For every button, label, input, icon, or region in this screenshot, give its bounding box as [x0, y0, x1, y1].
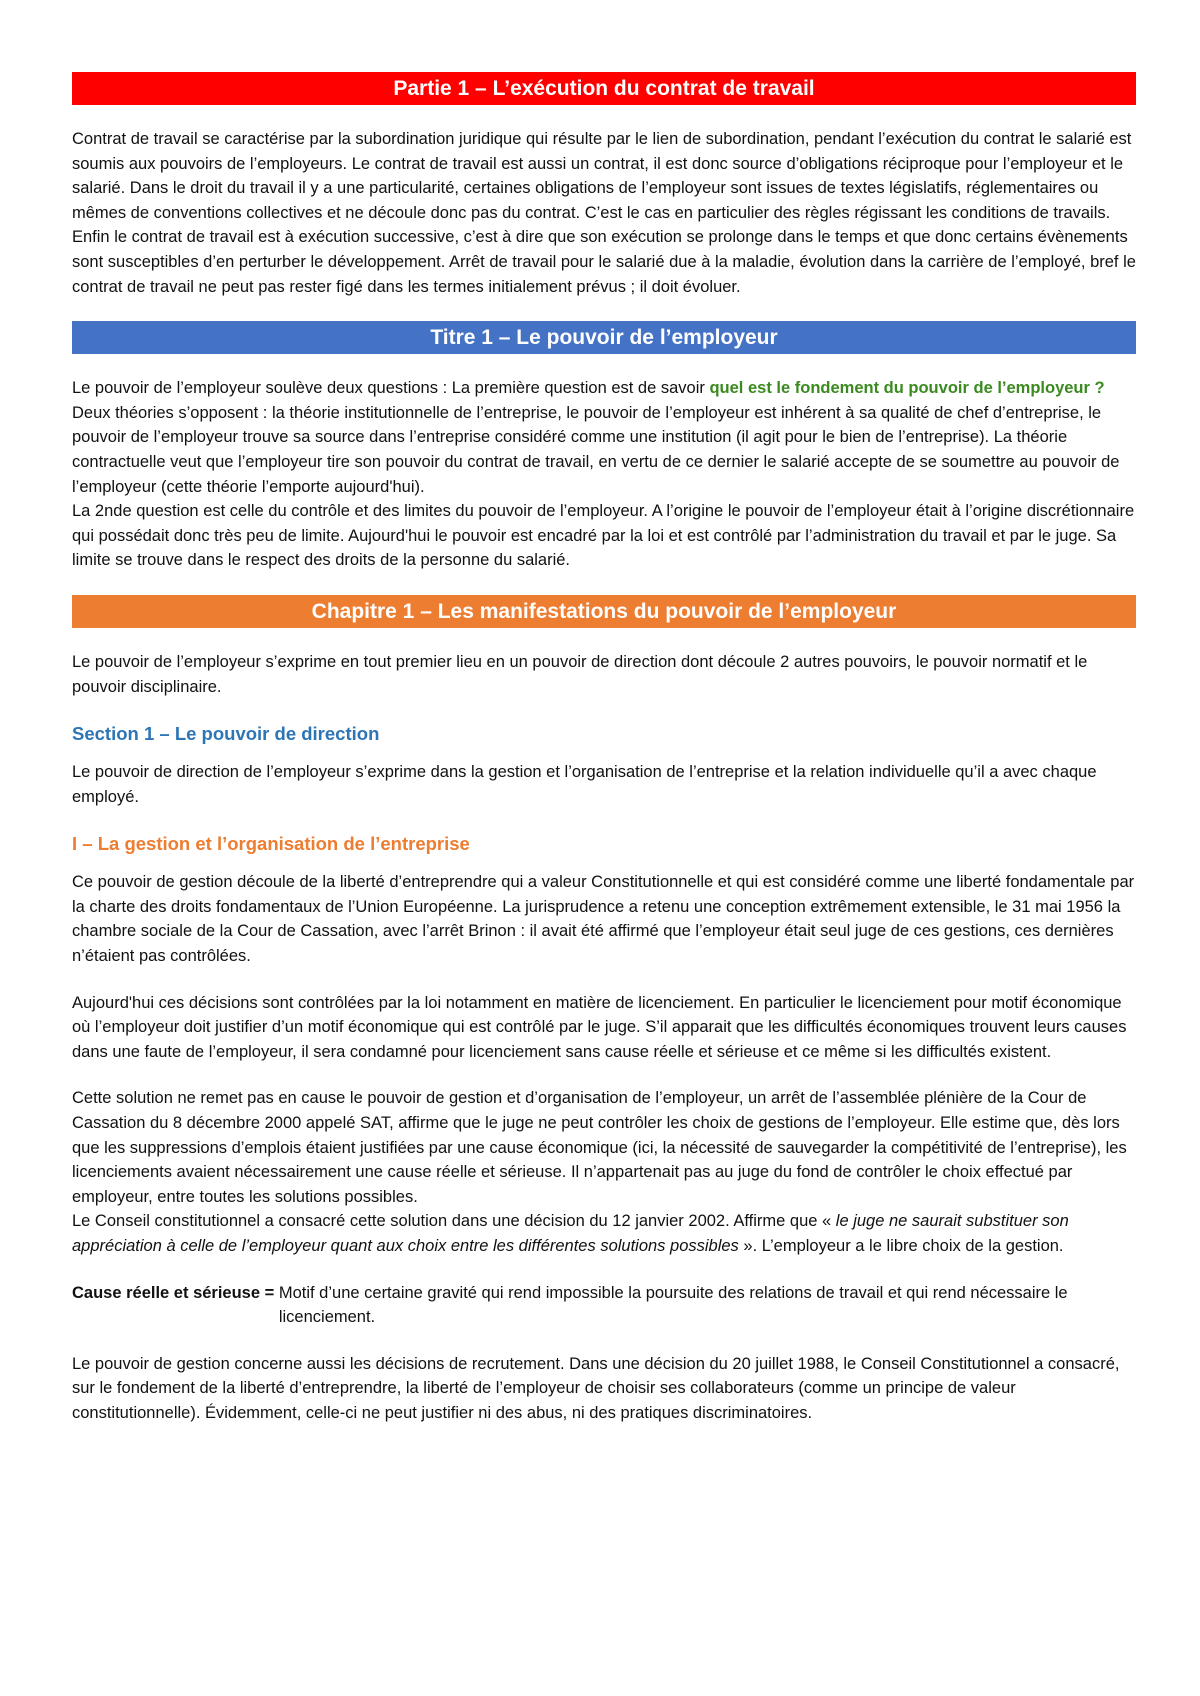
definition-block	[72, 1281, 1136, 1330]
subsection-paragraph-5: Le pouvoir de gestion concerne aussi les décisions de recrutement. Dans une décision du 20 juillet 1988, le Conseil Constitutionnel a consacré, sur le fondement de la liberté d’entreprendre, la liberté de l’employeur de choisir ses collaborateurs (comme un principe de valeur constitutionnelle). Évidemment, celle-ci ne peut justifier ni des abus, ni des pratiques discriminatoires.	[72, 1354, 1120, 1422]
highlighted-question: quel est le fondement du pouvoir de l’employeur ?	[709, 379, 1105, 398]
quote-text: le juge ne saurait substituer son appréciation à celle de l’employeur quant aux choix entre les différentes solutions possibles	[72, 1212, 1069, 1255]
titre-paragraph-1	[72, 376, 1136, 499]
subsection-paragraph-2: Aujourd'hui ces décisions sont contrôlées par la loi notamment en matière de licenciement. En particulier le licenciement pour motif économique où l’employeur doit justifier d’un motif économique qui est contrôlé par le juge. S’il apparait que les difficultés économiques trouvent leurs causes dans une faute de l’employeur, il sera condamné pour licenciement sans cause réelle et sérieuse et ce même si les difficultés existent.	[72, 993, 1127, 1061]
section-heading: Section 1 – Le pouvoir de direction	[72, 723, 380, 745]
text-span: ». L’employeur a le libre choix de la gestion.	[738, 1237, 1064, 1255]
text-span: Deux théories s’opposent : la théorie institutionnelle de l’entreprise, le pouvoir de l’employeur est inhérent à sa qualité de chef d’entreprise, le pouvoir de l’employeur trouve sa source dans l’entreprise considéré comme une institution (il agit pour le bien de l’entreprise). La théorie contractuelle veut que l’employeur tire son pouvoir du contrat de travail, en vertu de ce dernier le salarié accepte de se soumettre au pouvoir de l’employeur (cette théorie l’emporte aujourd'hui).	[72, 403, 1120, 496]
definition-term: Cause réelle et sérieuse =	[72, 1283, 279, 1302]
subsection-heading: I – La gestion et l’organisation de l’entreprise	[72, 833, 470, 855]
text-span: Le pouvoir de l’employeur soulève deux questions : La première question est de savoir	[72, 379, 710, 398]
section-paragraph: Le pouvoir de direction de l’employeur s’exprime dans la gestion et l’organisation de l’entreprise et la relation individuelle qu’il a avec chaque employé.	[72, 763, 1097, 806]
document-content	[72, 72, 1136, 1426]
partie-paragraph: Contrat de travail se caractérise par la subordination juridique qui résulte par le lien de subordination, pendant l’exécution du contrat le salarié est soumis aux pouvoirs de l’employeurs. Le contrat de travail est aussi un contrat, il est donc source d’obligations réciproque pour l’employeur et le salarié. Dans le droit du travail il y a une particularité, certaines obligations de l’employeur sont issues de textes législatifs, réglementaires ou mêmes de conventions collectives et ne découle donc pas du contrat. C’est le cas en particulier des règles régissant les conditions de travails. Enfin le contrat de travail est à exécution successive, c’est à dire que son exécution se prolonge dans le temps et que donc certains évènements sont susceptibles d’en perturber le développement. Arrêt de travail pour le salarié due à la maladie, évolution dans la carrière de l’employé, bref le contrat de travail ne peut pas rester figé dans les termes initialement prévus ; il doit évoluer.	[72, 130, 1136, 296]
chapitre-heading: Chapitre 1 – Les manifestations du pouvoir de l’employeur	[72, 595, 1136, 628]
subsection-paragraph-1: Ce pouvoir de gestion découle de la liberté d’entreprendre qui a valeur Constitutionnelle et qui est considéré comme une liberté fondamentale par la charte des droits fondamentaux de l’Union Européenne. La jurisprudence a retenu une conception extrêmement extensible, le 31 mai 1956 la chambre sociale de la Cour de Cassation, avec l’arrêt Brinon : il avait été affirmé que l’employeur était seul juge de ces gestions, ces dernières n’étaient pas contrôlées.	[72, 873, 1135, 966]
chapitre-paragraph: Le pouvoir de l’employeur s’exprime en tout premier lieu en un pouvoir de direction dont découle 2 autres pouvoirs, le pouvoir normatif et le pouvoir disciplinaire.	[72, 652, 1088, 696]
definition-body: Motif d’une certaine gravité qui rend impossible la poursuite des relations de travail et qui rend nécessaire le licenciement.	[278, 1283, 1068, 1327]
subsection-paragraph-4	[72, 1209, 1136, 1258]
subsection-paragraph-3: Cette solution ne remet pas en cause le pouvoir de gestion et d’organisation de l’employeur, un arrêt de l’assemblée plénière de la Cour de Cassation du 8 décembre 2000 appelé SAT, affirme que le juge ne peut contrôler les choix de gestions de l’employeur. Elle estime que, dès lors que les suppressions d’emplois étaient justifiées par une cause économique (ici, la nécessité de sauvegarder la compétitivité de l’entreprise), les licenciements avaient nécessairement une cause réelle et sérieuse. Il n’appartenait pas au juge du fond de contrôler le choix effectué par employeur, entre toutes les solutions possibles.	[72, 1089, 1127, 1206]
titre-paragraph-2: La 2nde question est celle du contrôle et des limites du pouvoir de l’employeur. A l’origine le pouvoir de l’employeur était à l’origine discrétionnaire qui possédait donc très peu de limite. Aujourd'hui le pouvoir est encadré par la loi et est contrôlé par l’administration du travail et par le juge. Sa limite se trouve dans le respect des droits de la personne du salarié.	[72, 502, 1135, 570]
partie-heading: Partie 1 – L’exécution du contrat de travail	[72, 72, 1136, 105]
titre-heading: Titre 1 – Le pouvoir de l’employeur	[72, 321, 1136, 354]
text-span: Le Conseil constitutionnel a consacré cette solution dans une décision du 12 janvier 2002. Affirme que «	[72, 1212, 836, 1231]
